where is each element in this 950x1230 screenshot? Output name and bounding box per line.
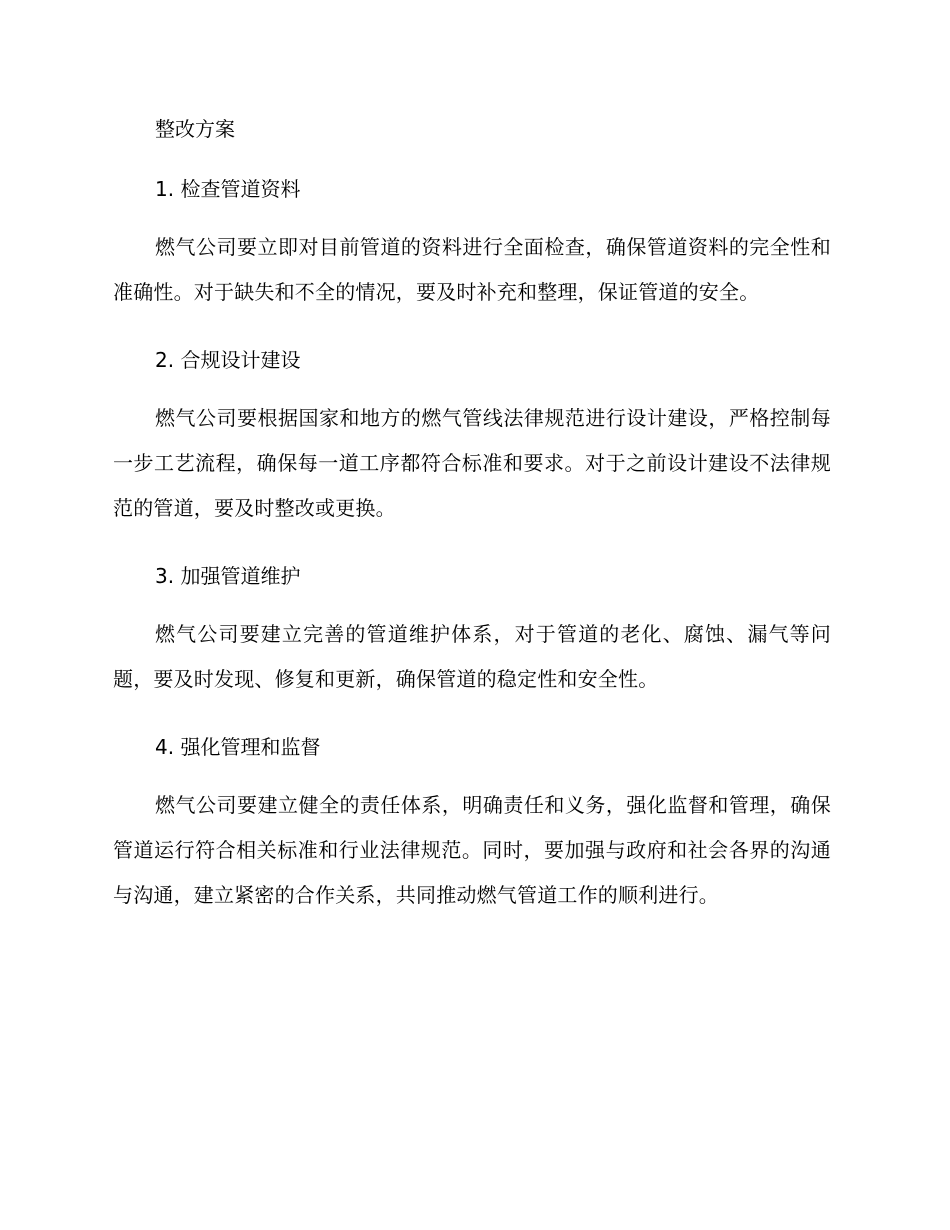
section-heading: 1. 检查管道资料 bbox=[155, 177, 301, 201]
section-management-supervision bbox=[113, 732, 831, 918]
document-page bbox=[113, 100, 831, 918]
section-body: 燃气公司要根据国家和地方的燃气管线法律规范进行设计建设，严格控制每一步工艺流程，确保每一道工序都符合标准和要求。对于之前设计建设不法律规范的管道，要及时整改或更换。 bbox=[113, 406, 831, 520]
document-title: 整改方案 bbox=[155, 117, 235, 141]
section-heading: 3. 加强管道维护 bbox=[155, 564, 301, 588]
section-heading: 2. 合规设计建设 bbox=[155, 348, 301, 372]
section-pipeline-maintenance bbox=[113, 561, 831, 702]
section-compliant-design bbox=[113, 345, 831, 531]
section-check-pipeline-records bbox=[113, 174, 831, 315]
section-body: 燃气公司要建立健全的责任体系，明确责任和义务，强化监督和管理，确保管道运行符合相关标准和行业法律规范。同时，要加强与政府和社会各界的沟通与沟通，建立紧密的合作关系，共同推动燃气管道工作的顺利进行。 bbox=[113, 793, 831, 907]
section-body: 燃气公司要立即对目前管道的资料进行全面检查，确保管道资料的完全性和准确性。对于缺失和不全的情况，要及时补充和整理，保证管道的安全。 bbox=[113, 235, 831, 304]
section-heading: 4. 强化管理和监督 bbox=[155, 735, 321, 759]
section-body: 燃气公司要建立完善的管道维护体系，对于管道的老化、腐蚀、漏气等问题，要及时发现、修复和更新，确保管道的稳定性和安全性。 bbox=[113, 622, 831, 691]
